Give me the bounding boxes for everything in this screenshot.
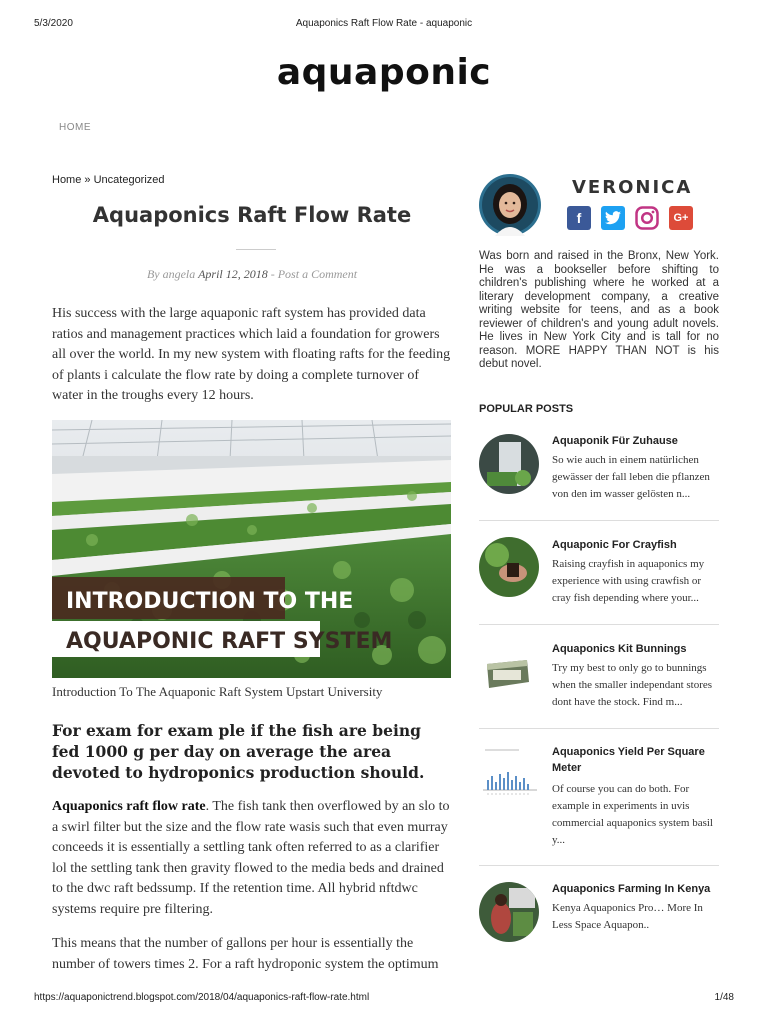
author-bio: Was born and raised in the Bronx, New York. He was a bookseller before shifting to children's publishing where he worked at a literary development company, a creative writing website for teens, and as a book reviewer of children's and young adult novels. He lives in New York City and is tall for no reason. MORE HAPPY THAN NOT is his debut novel. — [479, 250, 719, 370]
facebook-icon[interactable]: f — [567, 206, 591, 230]
post-title: Aquaponics Raft Flow Rate — [92, 203, 412, 227]
byline-date: April 12, 2018 — [198, 267, 268, 281]
popular-posts-heading: POPULAR POSTS — [479, 403, 574, 415]
author-avatar — [479, 174, 541, 236]
byline-comment-link[interactable]: - Post a Comment — [270, 267, 358, 281]
popular-post-title[interactable]: Aquaponics Farming In Kenya — [552, 883, 711, 895]
instagram-icon[interactable] — [635, 206, 659, 230]
twitter-icon[interactable] — [601, 206, 625, 230]
print-date: 5/3/2020 — [34, 18, 73, 29]
popular-post-thumbnail[interactable] — [479, 537, 539, 597]
hero-image — [52, 420, 451, 678]
hero-caption: Introduction To The Aquaponic Raft System Upstart University — [52, 684, 383, 699]
popular-post-title[interactable]: Aquaponics Yield Per Square Meter — [552, 746, 705, 774]
breadcrumb — [52, 174, 165, 186]
byline-by: By — [146, 267, 160, 281]
post-divider — [479, 728, 719, 729]
post-paragraph-3: This means that the number of gallons per hour is essentially the number of towers times 2. For a raft hydroponic system the optimum — [52, 936, 439, 972]
hero-text-line-2: AQUAPONIC RAFT SYSTEM — [66, 629, 393, 654]
social-links — [567, 206, 693, 230]
popular-post-title[interactable]: Aquaponics Kit Bunnings — [552, 643, 687, 655]
hero-text-line-1: INTRODUCTION TO THE — [66, 589, 354, 614]
google-plus-icon[interactable]: G+ — [669, 206, 693, 230]
print-document-title: Aquaponics Raft Flow Rate - aquaponic — [295, 18, 473, 29]
author-name: VERONICA — [572, 177, 693, 198]
popular-post-excerpt: Kenya Aquaponics Pro… More In Less Space Aquapon.. — [552, 902, 703, 931]
print-url: https://aquaponictrend.blogspot.com/2018/04/aquaponics-raft-flow-rate.html — [34, 992, 370, 1003]
breadcrumb-category-link[interactable]: Uncategorized — [93, 174, 165, 186]
popular-post-title[interactable]: Aquaponic For Crayfish — [552, 539, 677, 551]
popular-post-excerpt: Raising crayfish in aquaponics my experience with using crawfish or cray fish depending where your... — [552, 558, 705, 604]
byline-author-link[interactable]: angela — [162, 267, 196, 281]
popular-post-thumbnail[interactable] — [479, 882, 539, 942]
greenhouse-raft-illustration — [52, 420, 451, 678]
post-paragraph-1: His success with the large aquaponic raft system has provided data ratios and management practices which laid a foundation for growers all over the world. In my new system with floating rafts for the feeding of plants i calculate the flow rate by doing a complete turnover of water in the troughs every 12 hours. — [52, 306, 451, 403]
nav-home-link[interactable]: HOME — [59, 122, 91, 133]
keyword-bold: Aquaponics raft flow rate — [52, 799, 206, 814]
post-paragraph-2 — [52, 797, 452, 920]
post-subheading: For exam for exam ple if the fish are being fed 1000 g per day on average the area devoted to hydroponics production should. — [52, 721, 425, 782]
popular-post-thumbnail[interactable] — [479, 746, 539, 806]
popular-post-excerpt: Of course you can do both. For example in experiments in uvis commercial aquaponics system basil y... — [552, 783, 713, 846]
post-byline — [52, 267, 452, 282]
popular-post-excerpt: Try my best to only go to bunnings when the smaller independant stores dont have the stock. Find m... — [552, 662, 713, 708]
popular-post-thumbnail[interactable] — [479, 642, 539, 702]
breadcrumb-home-link[interactable]: Home — [52, 174, 82, 186]
popular-post-title[interactable]: Aquaponik Für Zuhause — [552, 435, 678, 447]
breadcrumb-separator: » — [84, 174, 91, 186]
title-divider — [236, 249, 276, 250]
post-divider — [479, 520, 719, 521]
popular-post-excerpt: So wie auch in einem natürlichen gewässer der fall leben die pflanzen von den im wasser gelösten n... — [552, 454, 710, 500]
post-divider — [479, 624, 719, 625]
paragraph-2-text: . The fish tank then overflowed by an slo to a swirl filter but the size and the flow rate wasis such that even murray conceeds it is essentially a settling tank often referred to as a clarifier lol the settling tank then gravity flowed to the media beds and drained to the dwc raft bedssump. If the retention time. All hybrid nftdwc systems require pre filtering. — [52, 799, 450, 917]
site-title[interactable]: aquaponic — [276, 52, 492, 93]
post-divider — [479, 865, 719, 866]
print-page-number: 1/48 — [714, 992, 734, 1003]
popular-post-thumbnail[interactable] — [479, 434, 539, 494]
